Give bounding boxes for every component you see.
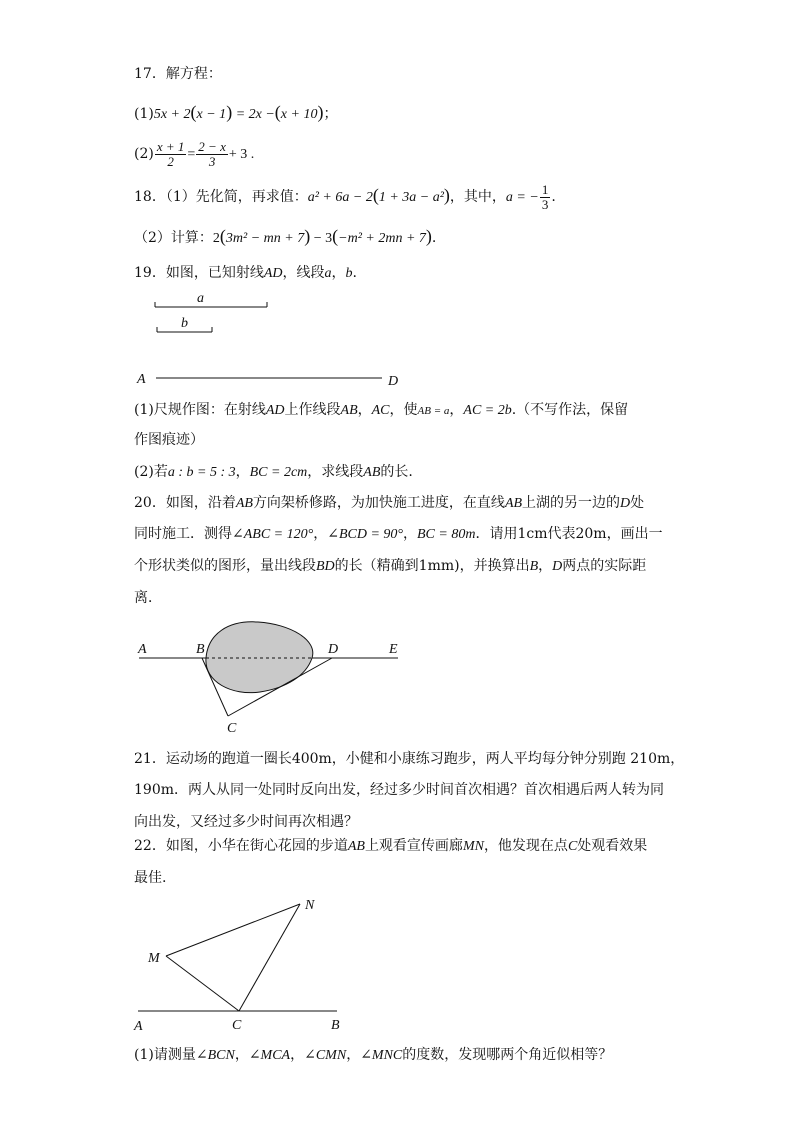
q17-part1-tag: (1)	[134, 106, 154, 122]
q20-fig-A: A	[138, 642, 147, 657]
q22-fig-N: N	[305, 898, 315, 913]
q17-part1-mid: = 2x −	[232, 107, 275, 122]
q19-part2: (2)若a : b = 5 : 3，BC = 2cm，求线段AB的长.	[134, 464, 413, 480]
q19-segment-a-label: a	[324, 266, 332, 281]
q17-part1-lhs: 5x + 2	[153, 107, 191, 122]
q18-part1: 18．（1）先化简，再求值：a² + 6a − 2(1 + 3a − a²)，其中，a = − $\frac{1}{3}$ .	[134, 181, 556, 212]
q20-figure	[137, 622, 398, 736]
q17-part1-rhs-bracket: x + 10	[280, 107, 318, 122]
q22-line2: 最佳.	[134, 870, 167, 886]
q18-part2-end: .	[431, 230, 437, 246]
q19-segment-b-label: b	[345, 266, 353, 281]
q19-part1-line1: (1)尺规作图：在射线AD上作线段AB，AC，使AB = a，AC = 2b.（不写作法，保留	[134, 402, 629, 418]
q18-part1-fraction: $\frac{1}{3}$	[541, 181, 549, 212]
q20-line3: 个形状类似的图形，量出线段BD的长（精确到1mm)，并换算出B，D两点的实际距	[134, 558, 647, 574]
q17-part2-fraction-1: $\frac{x + 1}{2}$	[156, 138, 185, 169]
q19-ray	[136, 372, 398, 389]
q17-part1: (1)5x + 2(x − 1) = 2x −(x + 10)；	[134, 102, 338, 122]
q18-part2-bracket2: −m² + 2mn + 7	[338, 231, 426, 246]
q18-part1-end: .	[551, 189, 556, 205]
q22-line-MC	[166, 956, 239, 1011]
q18-part2: （2）计算：2(3m² − mn + 7) − 3(−m² + 2mn + 7).	[134, 226, 437, 246]
q22-figure	[133, 898, 340, 1034]
q19-fig-D: D	[388, 374, 399, 389]
q20-line2: 同时施工．测得∠ABC = 120°，∠BCD = 90°，BC = 80m．请用1cm代表20m，画出一	[134, 526, 663, 542]
q20-lake	[206, 622, 313, 693]
q18-part2-bracket1: 3m² − mn + 7	[225, 231, 305, 246]
q17-part2-end: + 3 .	[228, 147, 255, 162]
q22-line1: 22．如图，小华在街心花园的步道AB上观看宣传画廊MN，他发现在点C处观看效果	[134, 838, 648, 854]
q19-figure	[136, 291, 398, 389]
q22-fig-A: A	[134, 1019, 143, 1034]
q22-line-NC	[239, 904, 300, 1011]
q19-part1-line2: 作图痕迹）	[134, 432, 204, 448]
q18-part1-prefix: 18．（1）先化简，再求值：	[134, 189, 308, 205]
q19-heading: 19．如图，已知射线AD，线段a，b.	[134, 265, 357, 281]
q19-fig-A: A	[137, 372, 146, 387]
q18-part2-coef1: 2	[212, 231, 220, 246]
q22-fig-C: C	[232, 1018, 242, 1033]
q19-fig-a: a	[197, 291, 204, 306]
q19-ray-label: AD	[263, 266, 283, 281]
q22-line-MN	[166, 904, 300, 956]
q20-fig-D: D	[328, 642, 339, 657]
q20-fig-C: C	[227, 721, 237, 736]
q19-segment-a	[155, 291, 267, 307]
q22-part1: (1)请测量∠BCN，∠MCA，∠CMN，∠MNC的度数，发现哪两个角近似相等？	[134, 1047, 613, 1063]
q20-line4: 离．	[134, 590, 162, 606]
q20-fig-B: B	[196, 642, 205, 657]
q18-part1-mid: ，其中，	[449, 189, 506, 205]
q17-part1-lhs-bracket: x − 1	[196, 107, 227, 122]
q19-fig-b: b	[181, 316, 188, 331]
q20-fig-E: E	[389, 642, 398, 657]
q21-line3: 向出发，又经过多少时间再次相遇？	[134, 814, 358, 830]
q18-part1-var: a = −	[505, 190, 539, 205]
q21-line1: 21．运动场的跑道一圈长400m，小健和小康练习跑步，两人平均每分钟分别跑 210m，	[134, 751, 685, 767]
q17-part1-end: ；	[323, 106, 338, 122]
q17-part2-fraction-2: $\frac{2 - x}{3}$	[198, 138, 226, 169]
q21-line2: 190m．两人从同一处同时反向出发，经过多少时间首次相遇？首次相遇后两人转为同	[134, 782, 664, 798]
q17-heading: 17．解方程：	[134, 66, 222, 82]
q18-part1-expr: a² + 6a − 2	[307, 190, 373, 205]
q17-part2-tag: (2)	[134, 146, 154, 162]
q18-part2-prefix: （2）计算：	[134, 230, 213, 246]
q18-part2-coef2: − 3	[310, 231, 333, 246]
q22-fig-M: M	[148, 951, 160, 966]
q18-part1-expr-bracket: 1 + 3a − a²	[378, 190, 444, 205]
q20-line1: 20．如图，沿着AB方向架桥修路，为加快施工进度，在直线AB上湖的另一边的D处	[134, 495, 645, 511]
q17-part2-equals: =	[187, 147, 196, 162]
q22-fig-B: B	[331, 1018, 340, 1033]
q19-segment-b	[157, 316, 212, 332]
